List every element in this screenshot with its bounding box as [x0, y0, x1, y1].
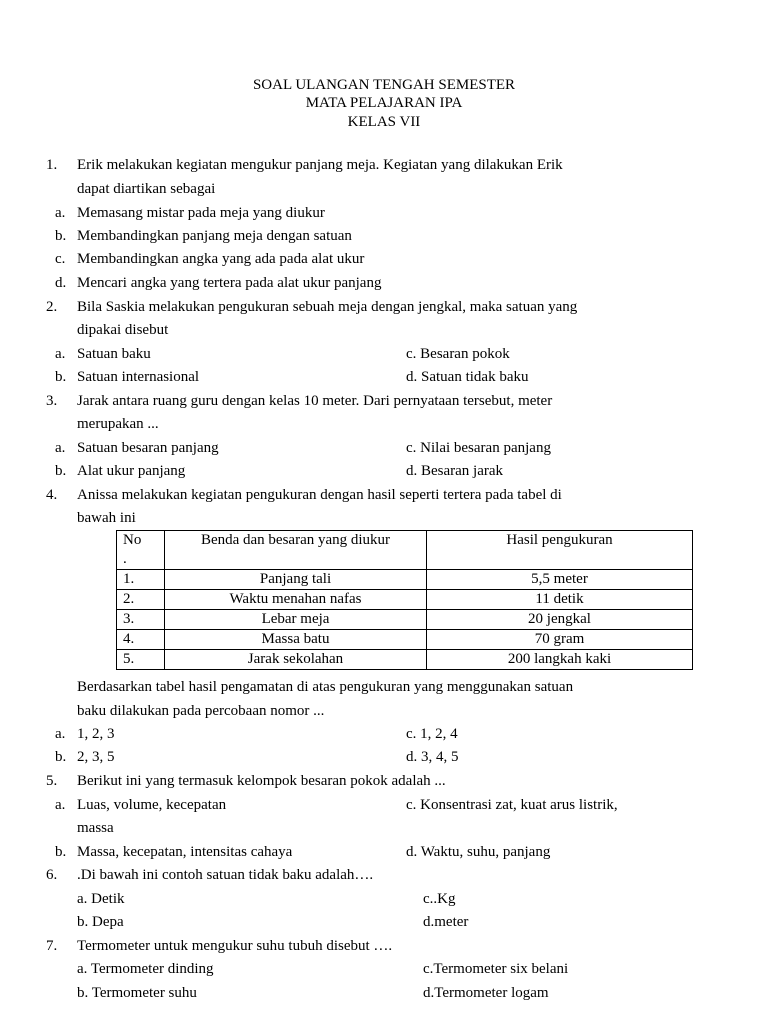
- option-text: Satuan besaran panjang: [77, 440, 219, 456]
- option-text: c.Termometer six belani: [423, 961, 569, 977]
- question-text: bawah ini: [77, 510, 136, 526]
- option-text: d.Termometer logam: [423, 985, 549, 1001]
- cell-item: Jarak sekolahan: [165, 650, 427, 670]
- option-text: d. 3, 4, 5: [406, 749, 459, 765]
- option-label: a.: [55, 726, 66, 742]
- question-text: Berikut ini yang termasuk kelompok besaran pokok adalah ...: [77, 773, 446, 789]
- question-text: .Di bawah ini contoh satuan tidak baku adalah….: [77, 867, 374, 883]
- cell-item: Lebar meja: [165, 610, 427, 630]
- option-text: Membandingkan panjang meja dengan satuan: [77, 228, 352, 244]
- option-text: c. Besaran pokok: [406, 346, 510, 362]
- cell-no: 2.: [117, 590, 165, 610]
- cell-item: Massa batu: [165, 630, 427, 650]
- table-row: [117, 630, 693, 650]
- option-text: Luas, volume, kecepatan: [77, 797, 227, 813]
- cell-result: 11 detik: [427, 590, 693, 610]
- table-row: [117, 590, 693, 610]
- cell-no: 4.: [117, 630, 165, 650]
- cell-no: 1.: [117, 570, 165, 590]
- question-number: 1.: [46, 157, 58, 173]
- option-text: d. Satuan tidak baku: [406, 369, 529, 385]
- option-text: b. Depa: [77, 914, 124, 930]
- option-text: 1, 2, 3: [77, 726, 115, 742]
- question-number: 4.: [46, 487, 58, 503]
- header-item: Benda dan besaran yang diukur: [165, 531, 427, 570]
- option-text: Satuan internasional: [77, 369, 200, 385]
- table-header-row: [117, 531, 693, 570]
- cell-result: 200 langkah kaki: [427, 650, 693, 670]
- option-text-continued: massa: [77, 820, 114, 836]
- option-text: c. Nilai besaran panjang: [406, 440, 551, 456]
- question-number: 5.: [46, 773, 58, 789]
- cell-result: 20 jengkal: [427, 610, 693, 630]
- option-text: Mencari angka yang tertera pada alat ukur panjang: [77, 275, 382, 291]
- option-text: Memasang mistar pada meja yang diukur: [77, 205, 325, 221]
- question-number: 7.: [46, 938, 58, 954]
- cell-item: Panjang tali: [165, 570, 427, 590]
- option-text: d.meter: [423, 914, 469, 930]
- table-row: [117, 570, 693, 590]
- option-text: c..Kg: [423, 891, 456, 907]
- question-text: Erik melakukan kegiatan mengukur panjang meja. Kegiatan yang dilakukan Erik: [77, 157, 563, 173]
- option-text: c. Konsentrasi zat, kuat arus listrik,: [406, 797, 618, 813]
- option-label: d.: [55, 275, 67, 291]
- option-label: a.: [55, 440, 66, 456]
- option-text: Membandingkan angka yang ada pada alat ukur: [77, 251, 365, 267]
- question-text: Berdasarkan tabel hasil pengamatan di atas pengukuran yang menggunakan satuan: [77, 679, 574, 695]
- exam-title: SOAL ULANGAN TENGAH SEMESTER: [252, 77, 516, 93]
- question-text: Termometer untuk mengukur suhu tubuh disebut ….: [77, 938, 393, 954]
- question-number: 2.: [46, 299, 58, 315]
- question-text: dipakai disebut: [77, 322, 169, 338]
- option-label: a.: [55, 346, 66, 362]
- option-text: Alat ukur panjang: [77, 463, 186, 479]
- option-label: b.: [55, 749, 67, 765]
- option-text: a. Termometer dinding: [77, 961, 214, 977]
- cell-no: 3.: [117, 610, 165, 630]
- measurement-table: [116, 530, 693, 670]
- table-row: [117, 650, 693, 670]
- option-text: d. Besaran jarak: [406, 463, 504, 479]
- option-text: 2, 3, 5: [77, 749, 115, 765]
- header-result: Hasil pengukuran: [427, 531, 693, 570]
- question-text: Bila Saskia melakukan pengukuran sebuah meja dengan jengkal, maka satuan yang: [77, 299, 578, 315]
- option-label: a.: [55, 797, 66, 813]
- cell-result: 70 gram: [427, 630, 693, 650]
- option-text: Satuan baku: [77, 346, 151, 362]
- option-label: b.: [55, 463, 67, 479]
- option-label: b.: [55, 228, 67, 244]
- option-text: a. Detik: [77, 891, 125, 907]
- subject-title: MATA PELAJARAN IPA: [305, 95, 463, 111]
- question-text: Jarak antara ruang guru dengan kelas 10 meter. Dari pernyataan tersebut, meter: [77, 393, 553, 409]
- table-row: [117, 610, 693, 630]
- question-text: Anissa melakukan kegiatan pengukuran dengan hasil seperti tertera pada tabel di: [77, 487, 562, 503]
- question-text: dapat diartikan sebagai: [77, 181, 216, 197]
- cell-item: Waktu menahan nafas: [165, 590, 427, 610]
- cell-result: 5,5 meter: [427, 570, 693, 590]
- cell-no: 5.: [117, 650, 165, 670]
- option-label: a.: [55, 205, 66, 221]
- option-text: c. 1, 2, 4: [406, 726, 458, 742]
- question-text: merupakan ...: [77, 416, 159, 432]
- question-number: 3.: [46, 393, 58, 409]
- question-text: baku dilakukan pada percobaan nomor ...: [77, 703, 325, 719]
- option-text: b. Termometer suhu: [77, 985, 197, 1001]
- option-label: b.: [55, 369, 67, 385]
- header-no: No .: [117, 531, 165, 570]
- option-label: c.: [55, 251, 66, 267]
- option-label: b.: [55, 844, 67, 860]
- question-number: 6.: [46, 867, 58, 883]
- option-text: d. Waktu, suhu, panjang: [406, 844, 551, 860]
- class-title: KELAS VII: [347, 114, 421, 130]
- option-text: Massa, kecepatan, intensitas cahaya: [77, 844, 293, 860]
